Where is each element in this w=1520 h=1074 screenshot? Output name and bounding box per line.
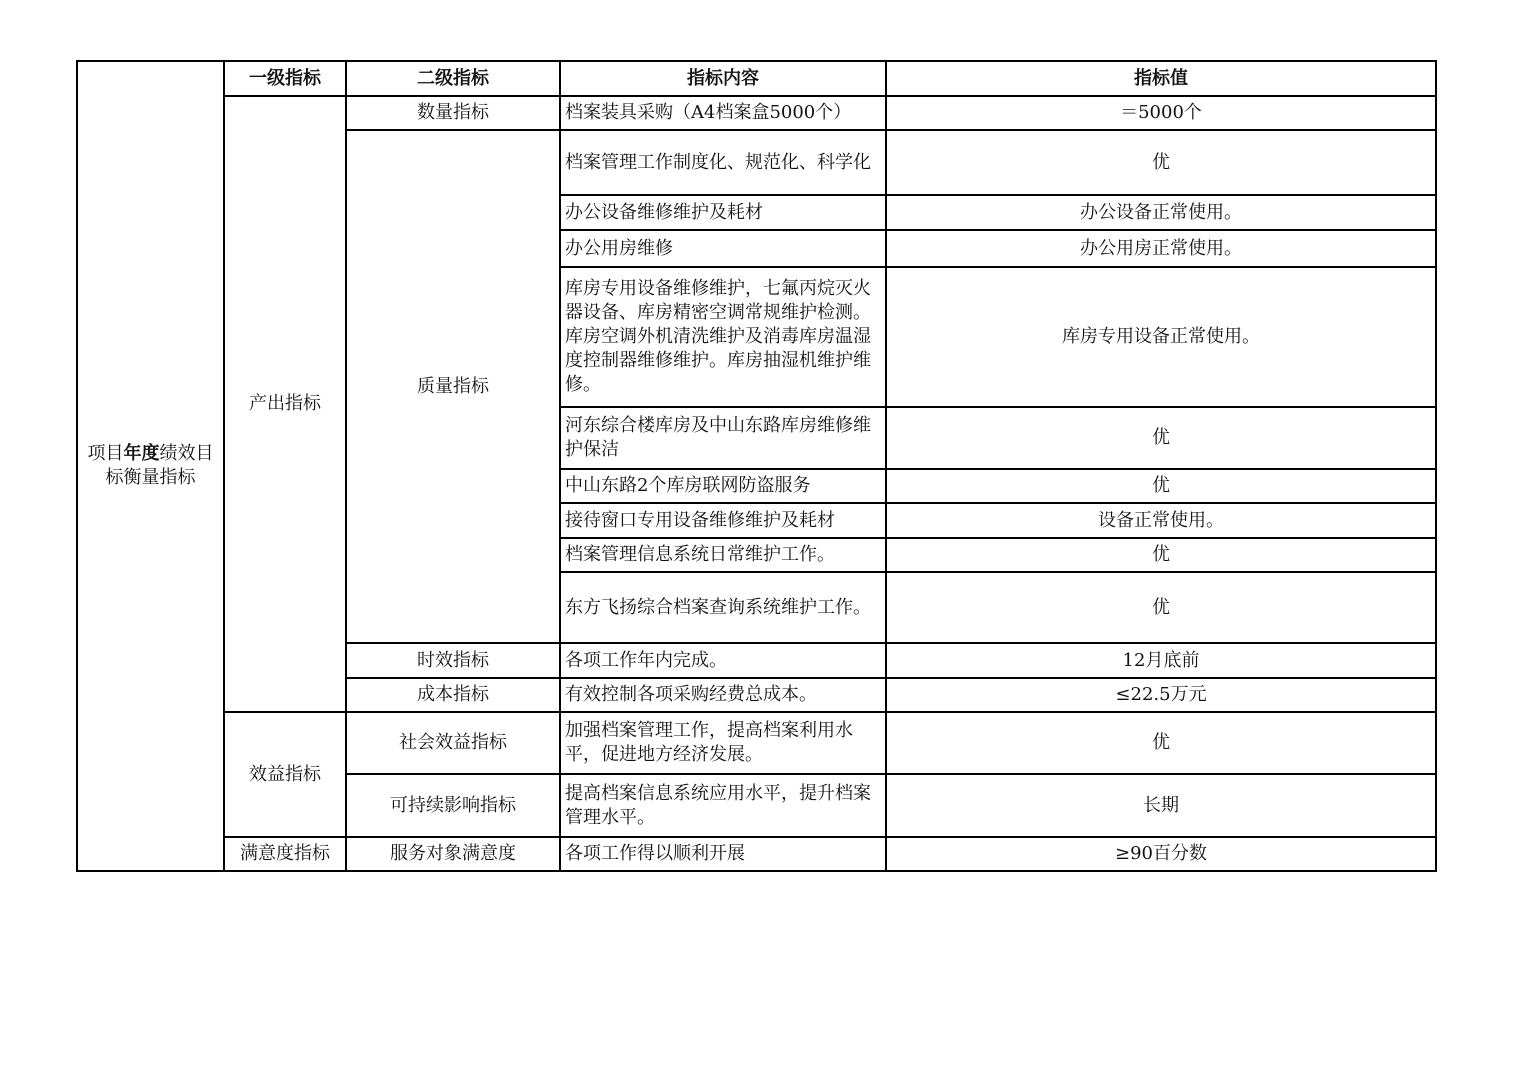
- content-cell: 有效控制各项采购经费总成本。: [560, 678, 886, 712]
- value-cell: 库房专用设备正常使用。: [886, 267, 1436, 407]
- level2-timeliness: 时效指标: [346, 643, 560, 678]
- content-cell: 档案装具采购（A4档案盒5000个）: [560, 96, 886, 130]
- value-cell: 优: [886, 712, 1436, 774]
- content-cell: 加强档案管理工作，提高档案利用水平，促进地方经济发展。: [560, 712, 886, 774]
- level1-benefit: 效益指标: [224, 712, 346, 837]
- value-cell: 设备正常使用。: [886, 503, 1436, 538]
- value-cell: 优: [886, 538, 1436, 572]
- table-row: [77, 96, 1436, 130]
- value-cell: ≤22.5万元: [886, 678, 1436, 712]
- header-level1: 一级指标: [224, 61, 346, 96]
- value-cell: 办公用房正常使用。: [886, 230, 1436, 267]
- value-cell: 办公设备正常使用。: [886, 195, 1436, 230]
- table-row: [77, 712, 1436, 774]
- header-row: [77, 61, 1436, 96]
- value-cell: 12月底前: [886, 643, 1436, 678]
- content-cell: 办公设备维修维护及耗材: [560, 195, 886, 230]
- value-cell: 优: [886, 469, 1436, 503]
- content-cell: 各项工作年内完成。: [560, 643, 886, 678]
- content-cell: 接待窗口专用设备维修维护及耗材: [560, 503, 886, 538]
- value-cell: 优: [886, 130, 1436, 195]
- row-label-part-3: 绩效目标衡量指标: [105, 443, 214, 488]
- content-cell: 河东综合楼库房及中山东路库房维修维护保洁: [560, 407, 886, 469]
- content-cell: 库房专用设备维修维护，七氟丙烷灭火器设备、库房精密空调常规维护检测。库房空调外机清洗维护及消毒库房温湿度控制器维修维护。库房抽湿机维护维修。: [560, 267, 886, 407]
- header-value: 指标值: [886, 61, 1436, 96]
- level1-output: 产出指标: [224, 96, 346, 712]
- content-cell: 办公用房维修: [560, 230, 886, 267]
- row-label-part-2: 年度: [123, 443, 160, 464]
- header-content: 指标内容: [560, 61, 886, 96]
- level2-quantity: 数量指标: [346, 96, 560, 130]
- level1-satisfaction: 满意度指标: [224, 837, 346, 871]
- content-cell: 提高档案信息系统应用水平，提升档案管理水平。: [560, 774, 886, 837]
- value-cell: ＝5000个: [886, 96, 1436, 130]
- content-cell: 档案管理工作制度化、规范化、科学化: [560, 130, 886, 195]
- level2-cost: 成本指标: [346, 678, 560, 712]
- content-cell: 各项工作得以顺利开展: [560, 837, 886, 871]
- value-cell: 优: [886, 572, 1436, 643]
- level2-quality: 质量指标: [346, 130, 560, 643]
- value-cell: 长期: [886, 774, 1436, 837]
- level2-social-benefit: 社会效益指标: [346, 712, 560, 774]
- value-cell: ≥90百分数: [886, 837, 1436, 871]
- content-cell: 东方飞扬综合档案查询系统维护工作。: [560, 572, 886, 643]
- level2-sustainable-impact: 可持续影响指标: [346, 774, 560, 837]
- content-cell: 档案管理信息系统日常维护工作。: [560, 538, 886, 572]
- performance-metrics-table: [76, 60, 1437, 872]
- value-cell: 优: [886, 407, 1436, 469]
- row-label-part-1: 项目: [87, 443, 124, 464]
- content-cell: 中山东路2个库房联网防盗服务: [560, 469, 886, 503]
- level2-service-satisfaction: 服务对象满意度: [346, 837, 560, 871]
- row-label-cell: [77, 61, 224, 871]
- table-row: [77, 837, 1436, 871]
- header-level2: 二级指标: [346, 61, 560, 96]
